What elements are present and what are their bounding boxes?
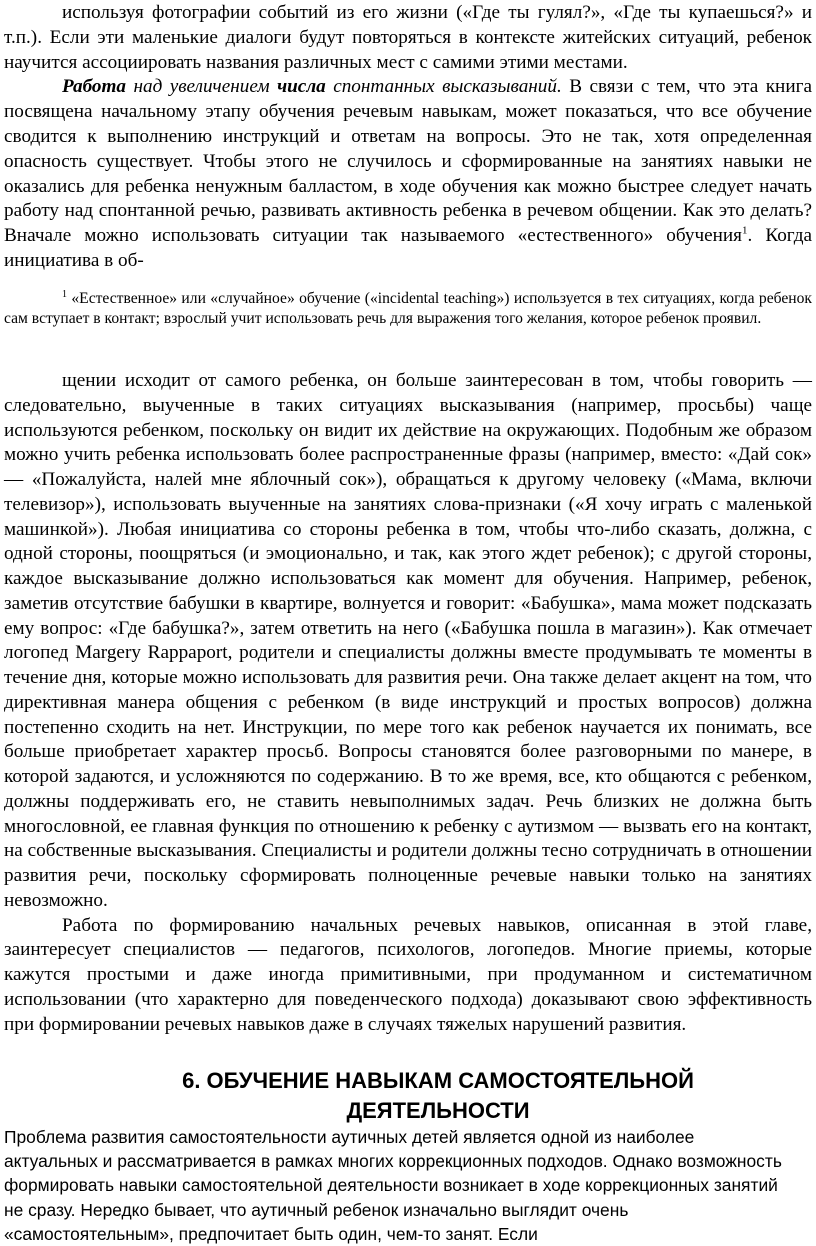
footnote-marker: 1	[62, 288, 67, 300]
section-heading	[60, 1066, 816, 1126]
paragraph-section6: Проблема развития самостоятельности аутичных детей является одной из наиболее актуальных и рассматривается в рамках многих коррекционных подходов. Однако возможность формировать навыки самостоятельной деятельности возникает в ходе коррекционных занятий не сразу. Нередко бывает, что аутичный ребенок изначально выглядит очень «самостоятельным», предпочитает быть один, чем-то занят. Если	[4, 1127, 782, 1244]
section-heading-line2: ДЕЯТЕЛЬНОСТИ	[346, 1098, 530, 1123]
section-heading-line1: 6. ОБУЧЕНИЕ НАВЫКАМ САМОСТОЯТЕЛЬНОЙ	[182, 1068, 694, 1093]
paragraph-text-after-ref: . Когда инициатива в об-	[4, 225, 812, 271]
body-text-top	[4, 1, 812, 274]
footnote-text	[4, 289, 812, 329]
paragraph-spontaneous-utterances	[4, 75, 812, 273]
footnote-body: «Естественное» или «случайное» обучение («incidental teaching») используется в тех ситуациях, когда ребенок сам вступает в контакт; взрослый учит использовать речь для выражения того желания, которое ребенок проявил.	[4, 290, 812, 327]
paragraph-continuation: щении исходит от самого ребенка, он больше заинтересован в том, чтобы говорить — следовательно, выученные в таких ситуациях высказывания (например, просьбы) чаще используются ребенком, поскольку он видит их действие на окружающих. Подобным же образом можно учить ребенка использовать более распространенные фразы (например, вместо: «Дай сок» — «Пожалуйста, налей мне яблочный сок»), обращаться к другому человеку («Мама, включи телевизор»), использовать выученные на занятиях слова-признаки («Я хочу играть с маленькой машинкой»). Любая инициатива со стороны ребенка в том, чтобы что-либо сказать, должна, с одной стороны, поощряться (и эмоционально, и так, как этого ждет ребенок); с другой стороны, каждое высказывание должно использоваться как момент для обучения. Например, ребенок, заметив отсутствие бабушки в квартире, волнуется и говорит: «Бабушка», мама может подсказать ему вопрос: «Где бабушка?», затем ответить на него («Бабушка пошла в магазин»). Как отмечает логопед Margery Rappaport, родители и специалисты должны вместе продумывать те моменты в течение дня, которые можно использовать для развития речи. Она также делает акцент на том, что директивная манера общения с ребенком (в виде инструкций и простых вопросов) должна постепенно сходить на нет. Инструкции, по мере того как ребенок научается их понимать, все больше приобретает характер просьб. Вопросы становятся более разговорными по манере, в которой задаются, и усложняются по содержанию. В то же время, все, кто общаются с ребенком, должны поддерживать его, не ставить невыполнимых задач. Речь близких не должна быть многословной, ее главная функция по отношению к ребенку с аутизмом — вызвать его на контакт, на собственные высказывания. Специалисты и родители должны тесно сотрудничать в отношении развития речи, поскольку сформировать полноценные речевые навыки только на занятиях невозможно.	[4, 370, 812, 911]
body-text-section6	[4, 1125, 786, 1246]
lead-bold-number: числа	[277, 76, 326, 98]
lead-italic-on-increasing: над увеличением	[126, 76, 278, 98]
body-text-main	[4, 369, 812, 1037]
paragraph-top-continued: используя фотографии событий из его жизни («Где ты гулял?», «Где ты купаешься?» и т.п.). Если эти маленькие диалоги будут повторяться в контексте житейских ситуаций, ребенок научится ассоциировать названия различных мест с самими этими местами.	[4, 2, 812, 73]
paragraph-text-before-ref: В связи с тем, что эта книга посвящена начальному этапу обучения речевым навыкам, может показаться, что все обучение сводится к выполнению инструкций и ответам на вопросы. Это не так, хотя определенная опасность существует. Чтобы этого не случилось и сформированные на занятиях навыки не оказались для ребенка ненужным балластом, в ходе обучения как можно быстрее следует начать работу над спонтанной речью, развивать активность ребенка в речевом общении. Как это делать? Вначале можно использовать ситуации так называемого «естественного» обучения	[4, 76, 812, 247]
lead-italic-spontaneous: спонтанных высказываний.	[325, 76, 562, 98]
lead-bold-work: Работа	[62, 76, 127, 98]
footnote	[4, 289, 812, 329]
footnote-reference[interactable]: 1	[741, 224, 748, 237]
paragraph-summary: Работа по формированию начальных речевых навыков, описанная в этой главе, заинтересует специалистов — педагогов, психологов, логопедов. Многие приемы, которые кажутся простыми и даже иногда примитивными, при продуманном и систематичном использовании (что характерно для поведенческого подхода) доказывают свою эффективность при формировании речевых навыков даже в случаях тяжелых нарушений развития.	[4, 914, 812, 1035]
